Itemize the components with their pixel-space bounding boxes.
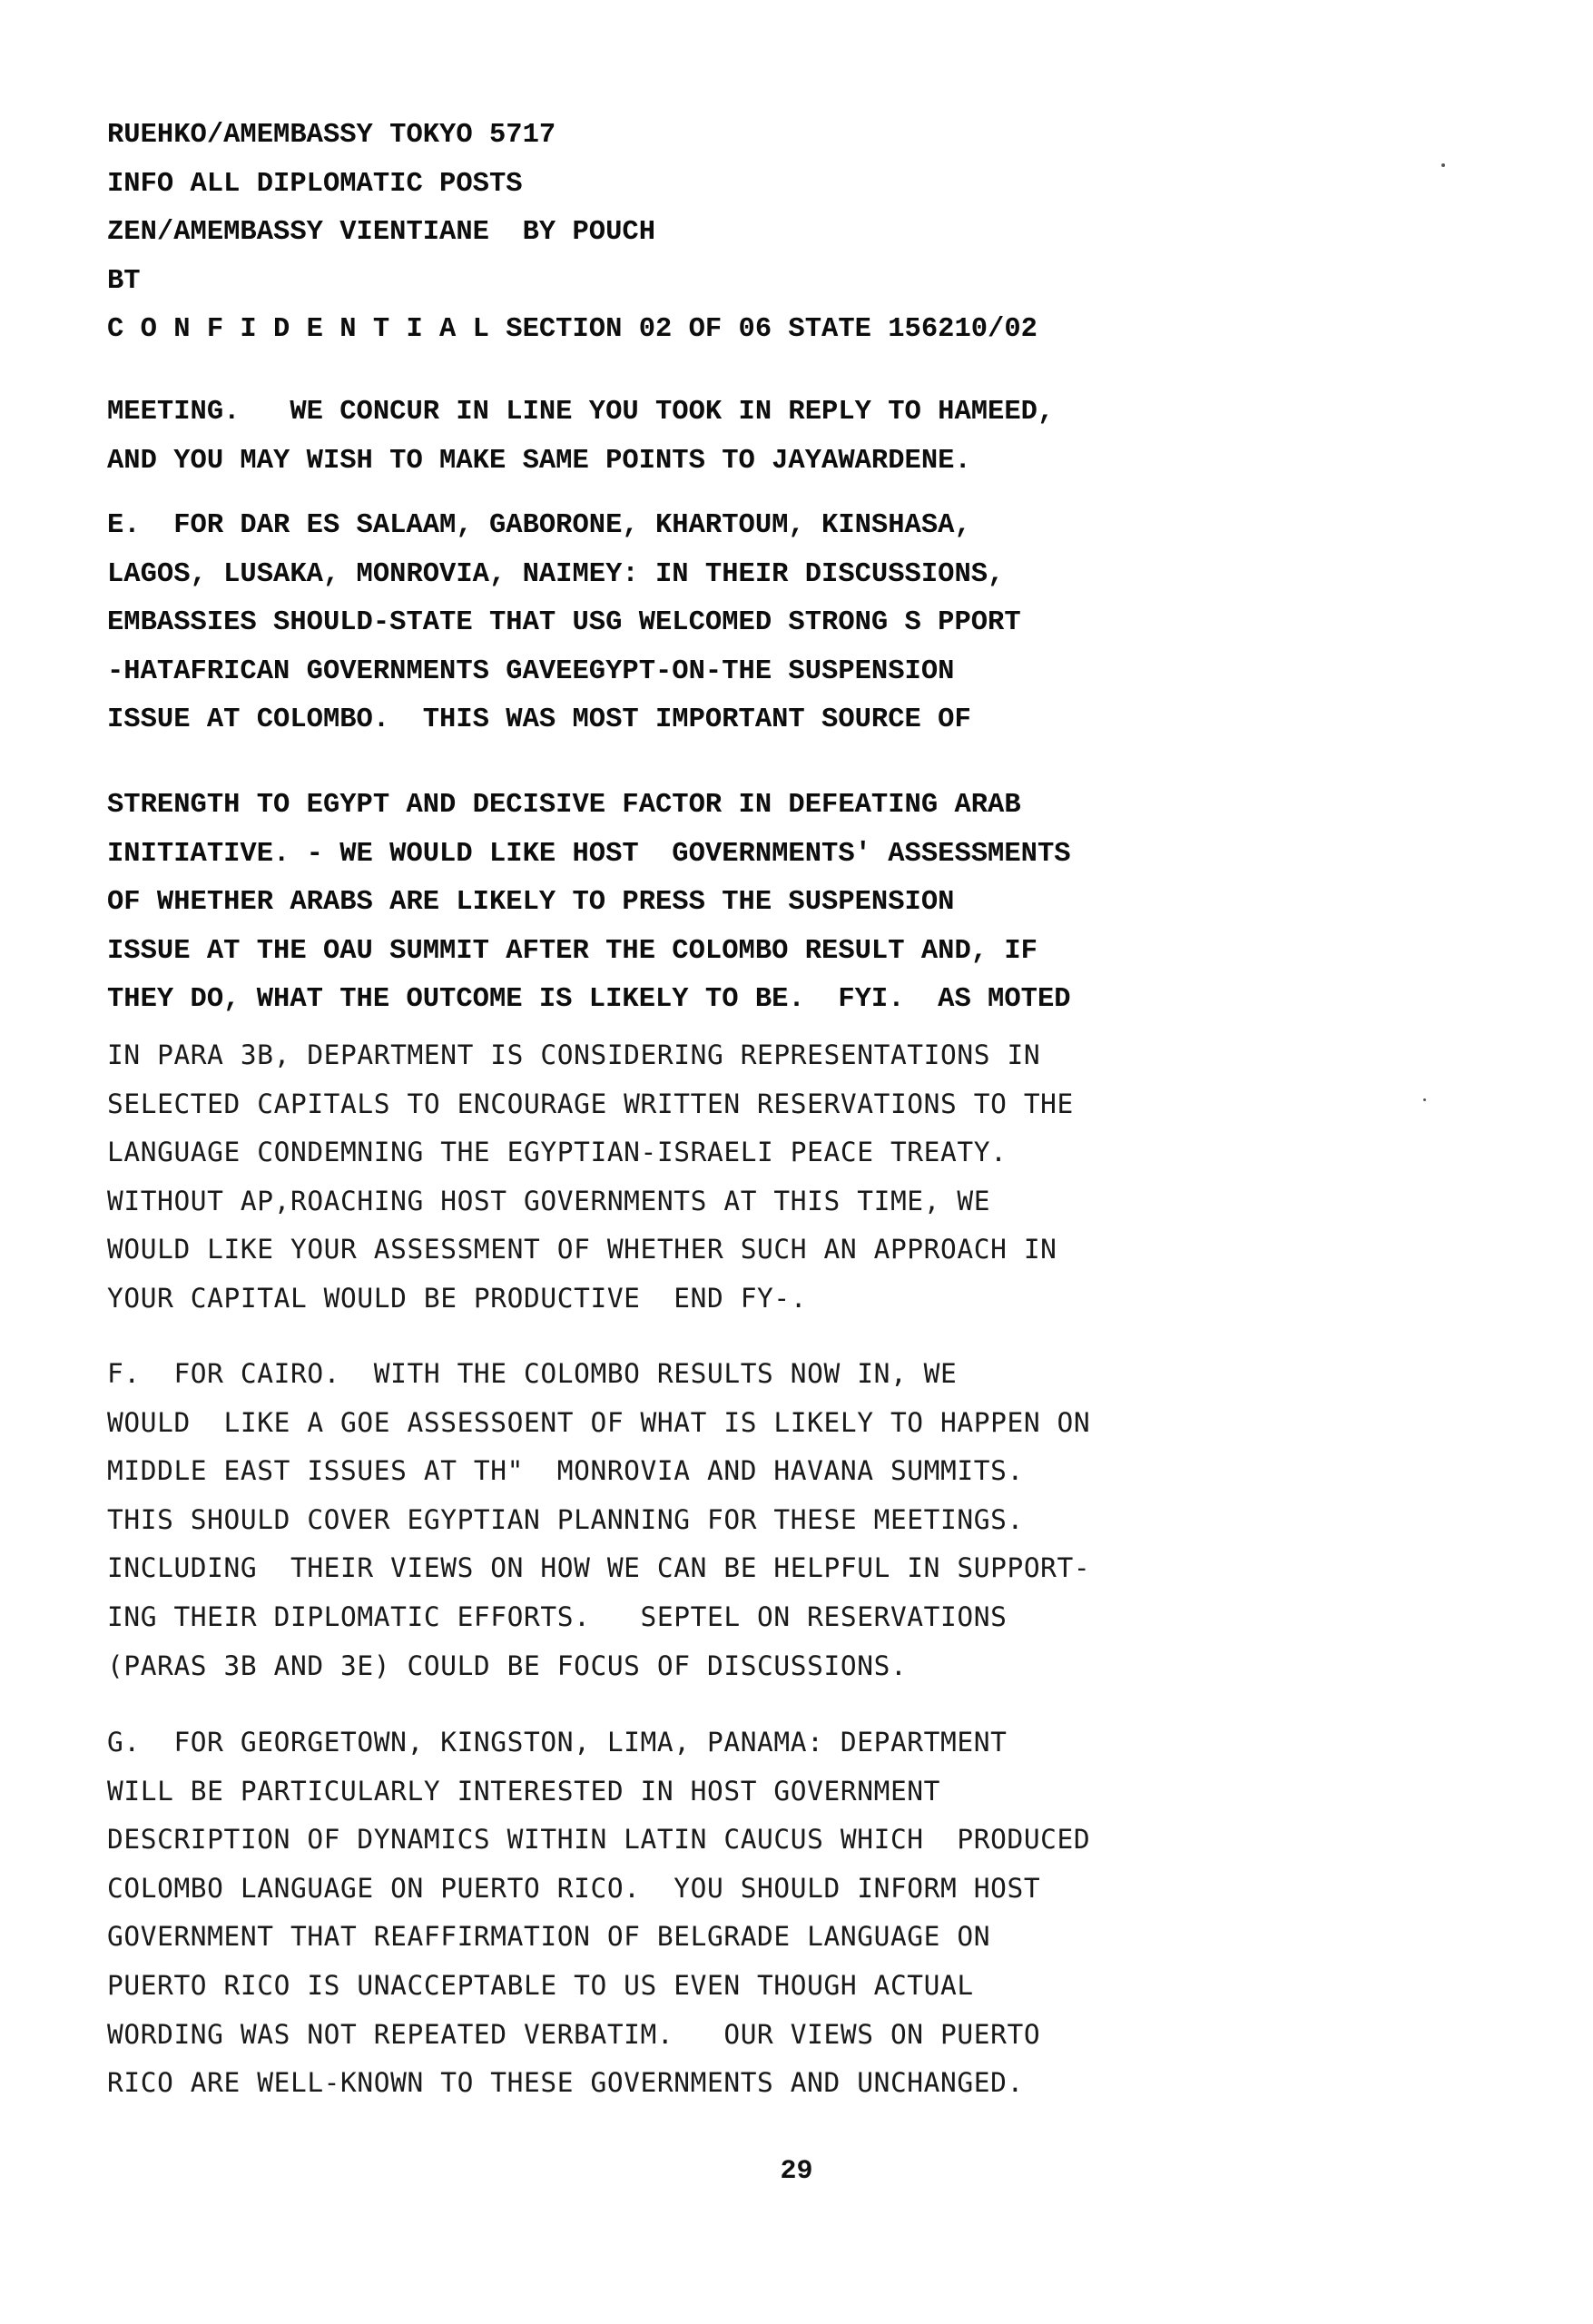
text-line: STRENGTH TO EGYPT AND DECISIVE FACTOR IN DEFEATING ARAB <box>107 790 1021 821</box>
text-line: RICO ARE WELL-KNOWN TO THESE GOVERNMENTS AND UNCHANGED. <box>107 2067 1024 2099</box>
header-line: RUEHKO/AMEMBASSY TOKYO 5717 <box>107 120 556 151</box>
paragraph-meeting <box>107 389 1523 486</box>
paragraph-e-continued <box>107 782 1523 1025</box>
text-line: WORDING WAS NOT REPEATED VERBATIM. OUR VIEWS ON PUERTO <box>107 2018 1041 2050</box>
text-line: ISSUE AT COLOMBO. THIS WAS MOST IMPORTANT SOURCE OF <box>107 704 971 736</box>
text-line: -HATAFRICAN GOVERNMENTS GAVEEGYPT-ON-THE SUSPENSION <box>107 655 955 687</box>
cable-header <box>107 112 1523 355</box>
text-line: G. FOR GEORGETOWN, KINGSTON, LIMA, PANAMA: DEPARTMENT <box>107 1727 1008 1758</box>
paragraph-f <box>107 1350 1523 1690</box>
page-number: 29 <box>780 2156 813 2187</box>
text-line: OF WHETHER ARABS ARE LIKELY TO PRESS THE SUSPENSION <box>107 887 955 919</box>
text-line: LANGUAGE CONDEMNING THE EGYPTIAN-ISRAELI PEACE TREATY. <box>107 1137 1008 1168</box>
text-line: THIS SHOULD COVER EGYPTIAN PLANNING FOR THESE MEETINGS. <box>107 1503 1024 1535</box>
paragraph-e <box>107 502 1523 745</box>
text-line: ISSUE AT THE OAU SUMMIT AFTER THE COLOMBO RESULT AND, IF <box>107 935 1037 967</box>
text-line: WOULD LIKE YOUR ASSESSMENT OF WHETHER SUCH AN APPROACH IN <box>107 1234 1057 1265</box>
text-line: INCLUDING THEIR VIEWS ON HOW WE CAN BE HELPFUL IN SUPPORT- <box>107 1552 1091 1584</box>
text-line: F. FOR CAIRO. WITH THE COLOMBO RESULTS NOW IN, WE <box>107 1358 958 1389</box>
paragraph-g <box>107 1718 1523 2108</box>
paragraph-e-fyi <box>107 1031 1523 1324</box>
classification-line: C O N F I D E N T I A L SECTION 02 OF 06 STATE 156210/02 <box>107 314 1037 346</box>
header-line: INFO ALL DIPLOMATIC POSTS <box>107 168 523 200</box>
text-line: (PARAS 3B AND 3E) COULD BE FOCUS OF DISCUSSIONS. <box>107 1649 908 1681</box>
header-line: ZEN/AMEMBASSY VIENTIANE BY POUCH <box>107 217 655 249</box>
text-line: WOULD LIKE A GOE ASSESSOENT OF WHAT IS LIKELY TO HAPPEN ON <box>107 1406 1091 1438</box>
text-line: E. FOR DAR ES SALAAM, GABORONE, KHARTOUM, KINSHASA, <box>107 510 971 541</box>
text-line: DESCRIPTION OF DYNAMICS WITHIN LATIN CAUCUS WHICH PRODUCED <box>107 1824 1091 1856</box>
text-line: EMBASSIES SHOULD-STATE THAT USG WELCOMED STRONG S PPORT <box>107 607 1021 639</box>
text-line: INITIATIVE. - WE WOULD LIKE HOST GOVERNMENTS' ASSESSMENTS <box>107 838 1071 870</box>
header-line: BT <box>107 265 141 297</box>
text-line: WITHOUT AP,ROACHING HOST GOVERNMENTS AT THIS TIME, WE <box>107 1185 991 1216</box>
text-line: WILL BE PARTICULARLY INTERESTED IN HOST GOVERNMENT <box>107 1775 941 1807</box>
scan-speck <box>1441 163 1445 167</box>
text-line: PUERTO RICO IS UNACCEPTABLE TO US EVEN THOUGH ACTUAL <box>107 1969 974 2001</box>
text-line: MEETING. WE CONCUR IN LINE YOU TOOK IN REPLY TO HAMEED, <box>107 397 1055 428</box>
text-line: MIDDLE EAST ISSUES AT TH" MONROVIA AND HAVANA SUMMITS. <box>107 1455 1024 1487</box>
text-line: AND YOU MAY WISH TO MAKE SAME POINTS TO JAYAWARDENE. <box>107 445 971 477</box>
text-line: COLOMBO LANGUAGE ON PUERTO RICO. YOU SHOULD INFORM HOST <box>107 1872 1041 1904</box>
text-line: LAGOS, LUSAKA, MONROVIA, NAIMEY: IN THEIR DISCUSSIONS, <box>107 558 1005 590</box>
scan-speck <box>1423 1098 1426 1101</box>
text-line: ING THEIR DIPLOMATIC EFFORTS. SEPTEL ON RESERVATIONS <box>107 1600 1008 1632</box>
text-line: IN PARA 3B, DEPARTMENT IS CONSIDERING REPRESENTATIONS IN <box>107 1039 1041 1070</box>
text-line: THEY DO, WHAT THE OUTCOME IS LIKELY TO BE. FYI. AS MOTED <box>107 984 1071 1016</box>
text-line: YOUR CAPITAL WOULD BE PRODUCTIVE END FY-. <box>107 1282 808 1314</box>
text-line: GOVERNMENT THAT REAFFIRMATION OF BELGRADE LANGUAGE ON <box>107 1921 991 1953</box>
text-line: SELECTED CAPITALS TO ENCOURAGE WRITTEN RESERVATIONS TO THE <box>107 1088 1074 1119</box>
